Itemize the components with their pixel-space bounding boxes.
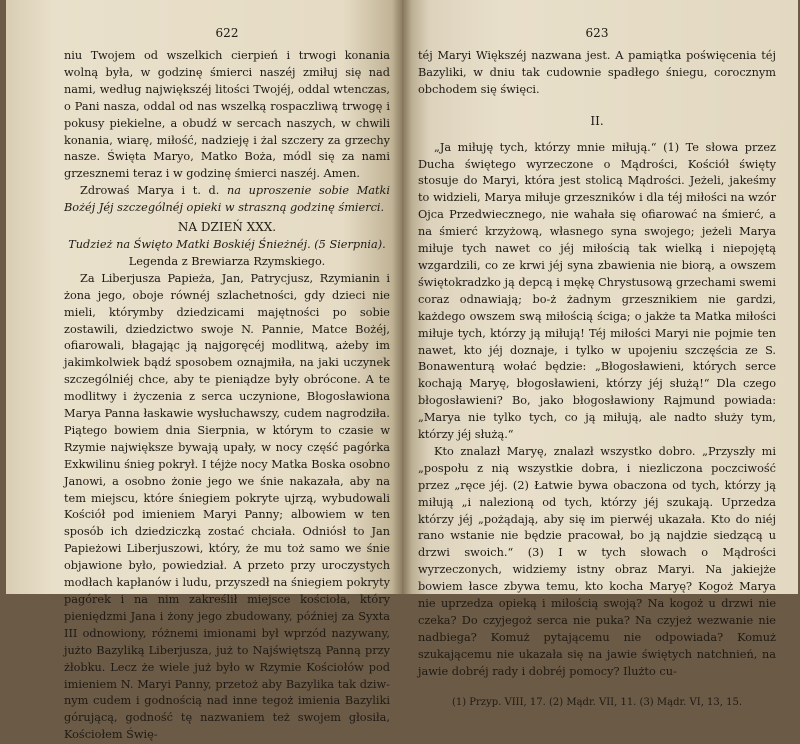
paragraph-2: Kto znalazł Maryę, znalazł wszystko dobro. „Przyszły mi „pospołu z nią wszystkie dobra, i niezliczona poczciwość przez „ręce jéj. (2) Łatwie bywa obaczona od tych, którzy ją miłują „i nalezioną od tych, którzy jéj szukają. Uprzedza którzy jéj „pożądają, aby się im pierwéj ukazała. Kto do niéj rano wstanie nie będzie pracował, bo ją najdzie siedzącą u drzwi swoich.“ (3) I w tych słowach o Mądrości wyrzeczonych, widziemy istny obraz Maryi. Na jakiejże bowiem łasce zbywa temu, kto kocha Maryę? Kogoż Marya nie uprzedza opieką i miłością swoją? Na kogoż u drzwi nie czeka? Do czyjegoż serca nie puka? Na czyjeż wezwanie nie nadbiega? Komuż pytającemu nie odpowiada? Komuż szukającemu nie ukazała się na jawie świętych natchnień, na jawie dobréj rady i dobréj pomocy? Ilużto cu- [418,444,776,678]
section-number: II. [590,113,604,128]
page-number-left: 622 [215,26,239,40]
left-page-body [64,48,390,744]
continuation-text: téj Maryi Większéj nazwana jest. A pamiątka poświęcenia téj Bazyliki, w dniu tak cudownie spadłego śniegu, corocznym obchodem się święci. [418,49,776,96]
zdrowas-line [64,183,390,217]
left-page [6,0,402,742]
zdrowas-text: Zdrowaś Marya i t. d. [80,184,220,198]
feast-date: (5 Sierpnia). [314,237,386,251]
page-number-right: 623 [585,26,609,40]
prayer-opening: niu Twojem od wszelkich cierpień i trwogi konania wolną była, w godzinę śmierci naszéj zmiłuj się nad nami, według największéj litości Twojéj, oddal wtenczas, o Pani nasza, oddal od nas wszelką rospaczliwą trwogę i pokusy piekielne, a obudź w sercach naszych, w chwili konania, wiarę, miłość, nadzieję i żal szczery za grzechy nasze. Święta Maryo, Matko Boża, módl się za nami grzesznemi teraz i w godzinę śmierci naszéj. Amen. [64,49,390,181]
paragraph-1: „Ja miłuję tych, którzy mnie miłują.“ (1) Te słowa przez Ducha świętego wyrzeczone o Mądrości, Kościół święty stosuje do Maryi, która jest stolicą Mądrości. Jeżeli, jakeśmy to widzieli, Marya miłuje grzeszników i dla téj miłości na wzór Ojca Przedwiecznego, nie wahała się ofiarować na śmierć, a na śmierć krzyżową, własnego syna swojego; jeżeli Marya miłuje tych nawet co jéj miłością tak wielką i niepojętą wzgardzili, co ze krwi jéj syna zbawienia nie biorą, a owszem świętokradzko ją depcą i mękę Chrystusową grzechami swemi coraz odnawiają; bo-ż żadnym grzesznikiem nie gardzi, każdego owszem swą miłością ściga; o jakże ta Matka miłości miłuje tych, którzy ją miłują! Téj miłości Maryi nie pojmie ten nawet, kto jéj doznaje, i tylko w upojeniu szczęścia ze S. Bonawenturą wołać będzie: „Błogosławieni, których serce kochają Maryę, błogosławieni, którzy jéj służą!“ Dla czego błogosławieni? Bo, jako błogosławiony Rajmund powiada: „Marya nie tylko tych, co ją miłują, ale nadto służy tym, którzy jéj służą.“ [418,140,776,442]
gutter-shadow [392,0,402,594]
feast-title: Tudzież na Święto Matki Boskiéj Śnieżnéj. [68,237,311,251]
zdrowas-intention: na uproszenie sobie Matki Bożéj Jéj szczególnéj opieki w straszną godzinę śmierci. [64,184,390,215]
feast-line [64,237,390,254]
legend-text: Za Liberjusza Papieża, Jan, Patrycjusz, Rzymianin i żona jego, oboje równéj szlachetności, gdy dzieci nie mieli, którymby dziedzicami majętności po sobie zostawili, dziedzictwo swoje N. Pannie, Matce Bożéj, ofiarowali, błagając ją najgoręcéj modlitwą, ażeby im jakimkolwiek bądź sposobem oznajmiła, na jaki uczynek szczególniéj chce, aby te pieniądze były obrócone. A te modlitwy i życzenia z serca uczynione, Błogosławiona Marya Panna łaskawie wysłuchawszy, cudem nagrodziła. Piątego bowiem dnia Sierpnia, w którym to czasie w Rzymie największe bywają upały, w nocy część pagórka Exkwilinu śnieg pokrył. I téjże nocy Matka Boska osobno Janowi, a osobno żonie jego we śnie nakazała, aby na tem miejscu, które śniegiem pokryte ujrzą, wybudowali Kościół pod imieniem Maryi Panny; albowiem w ten sposób ich dziedziczką zostać chciała. Odniósł to Jan Papieżowi Liberjuszowi, który, że mu toż samo we śnie objawione było, powiedział. A przeto przy uroczystych modłach kapłanów i ludu, przyszedł na śniegiem pokryty pagórek i na nim zakreślił miejsce kościoła, który pieniędzmi Jana i żony jego zbudowany, później za Syxta III odnowiony, różnemi imionami był wprzód nazywany, jużto Bazyliką Liberjusza, już to Najświętszą Panną przy żłobku. Lecz że wiele już było w Rzymie Kościołów pod imieniem N. Maryi Panny, przetoż aby Bazylika tak dziwnym cudem i godnością nad inne tegoż imienia Bazyliki górującą, godność tę nazwaniem też swojem głosiła, Kościołem Świę- [64,271,390,742]
gutter-shadow [402,0,412,594]
footnotes: (1) Przyp. VIII, 17. (2) Mądr. VII, 11. (3) Mądr. VI, 13, 15. [451,696,743,708]
right-page [402,0,798,708]
day-heading: NA DZIEŃ XXX. [177,220,277,235]
legend-title: Legenda z Brewiarza Rzymskiego. [128,254,326,268]
book-spread [6,0,798,742]
right-page-body [418,48,776,712]
